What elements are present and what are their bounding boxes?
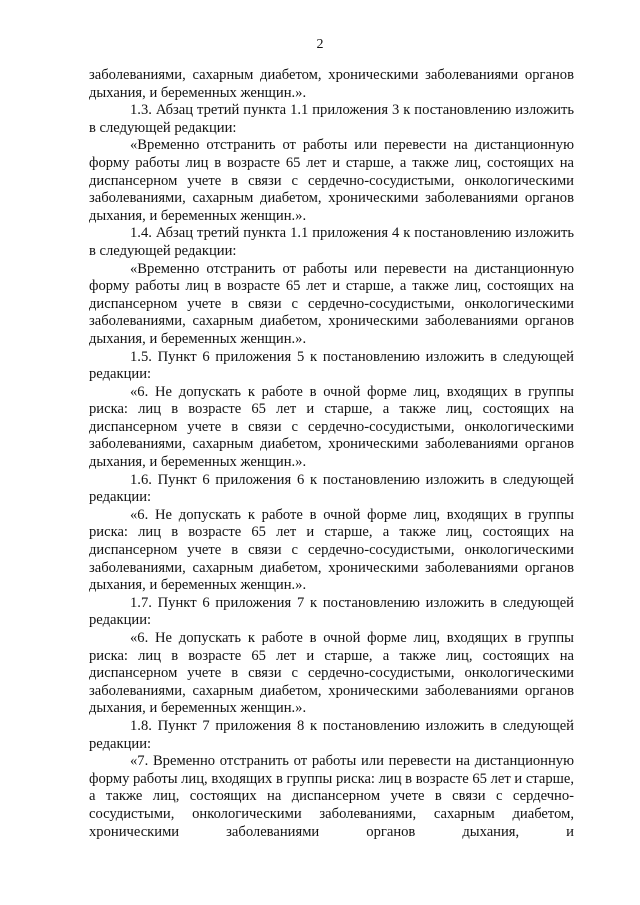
paragraph: 1.6. Пункт 6 приложения 6 к постановлению изложить в следующей редакции:: [89, 471, 574, 506]
paragraph: 1.5. Пункт 6 приложения 5 к постановлению изложить в следующей редакции:: [89, 348, 574, 383]
paragraph: «Временно отстранить от работы или перевести на дистанционную форму работы лиц в возрасте 65 лет и старше, а также лиц, состоящих на диспансерном учете в связи с сердечно-сосудистыми, онкологическими заболеваниями, сахарным диабетом, хроническими заболеваниями органов дыхания, и беременных женщин.».: [89, 137, 574, 224]
paragraph: «Временно отстранить от работы или перевести на дистанционную форму работы лиц в возрасте 65 лет и старше, а также лиц, состоящих на диспансерном учете в связи с сердечно-сосудистыми, онкологическими заболеваниями, сахарным диабетом, хроническими заболеваниями органов дыхания, и беременных женщин.».: [89, 260, 574, 347]
document-body: [89, 67, 574, 841]
paragraph: «6. Не допускать к работе в очной форме лиц, входящих в группы риска: лиц в возрасте 65 лет и старше, а также лиц, состоящих на диспансерном учете в связи с сердечно-сосудистыми, онкологическими заболеваниями, сахарным диабетом, хроническими заболеваниями органов дыхания, и беременных женщин.».: [89, 506, 574, 594]
page-number: 2: [316, 37, 324, 52]
paragraph: 1.8. Пункт 7 приложения 8 к постановлению изложить в следующей редакции:: [89, 717, 574, 752]
paragraph: «7. Временно отстранить от работы или перевести на дистанционную форму работы лиц, входящих в группы риска: лиц в возрасте 65 лет и старше, а также лиц, состоящих на диспансерном учете в связи с сердечно-сосудистыми, онкологическими заболеваниями, сахарным диабетом, хроническими заболеваниями органов дыхания, и: [89, 753, 574, 840]
paragraph: заболеваниями, сахарным диабетом, хроническими заболеваниями органов дыхания, и беременных женщин.».: [89, 67, 574, 101]
paragraph: 1.3. Абзац третий пункта 1.1 приложения 3 к постановлению изложить в следующей редакции:: [89, 102, 574, 136]
paragraph: «6. Не допускать к работе в очной форме лиц, входящих в группы риска: лиц в возрасте 65 лет и старше, а также лиц, состоящих на диспансерном учете в связи с сердечно-сосудистыми, онкологическими заболеваниями, сахарным диабетом, хроническими заболеваниями органов дыхания, и беременных женщин.».: [89, 630, 574, 717]
paragraph: 1.7. Пункт 6 приложения 7 к постановлению изложить в следующей редакции:: [89, 594, 574, 629]
paragraph: «6. Не допускать к работе в очной форме лиц, входящих в группы риска: лиц в возрасте 65 лет и старше, а также лиц, состоящих на диспансерном учете в связи с сердечно-сосудистыми, онкологическими заболеваниями, сахарным диабетом, хроническими заболеваниями органов дыхания, и беременных женщин.».: [89, 383, 574, 471]
paragraph: 1.4. Абзац третий пункта 1.1 приложения 4 к постановлению изложить в следующей редакции:: [89, 225, 574, 259]
